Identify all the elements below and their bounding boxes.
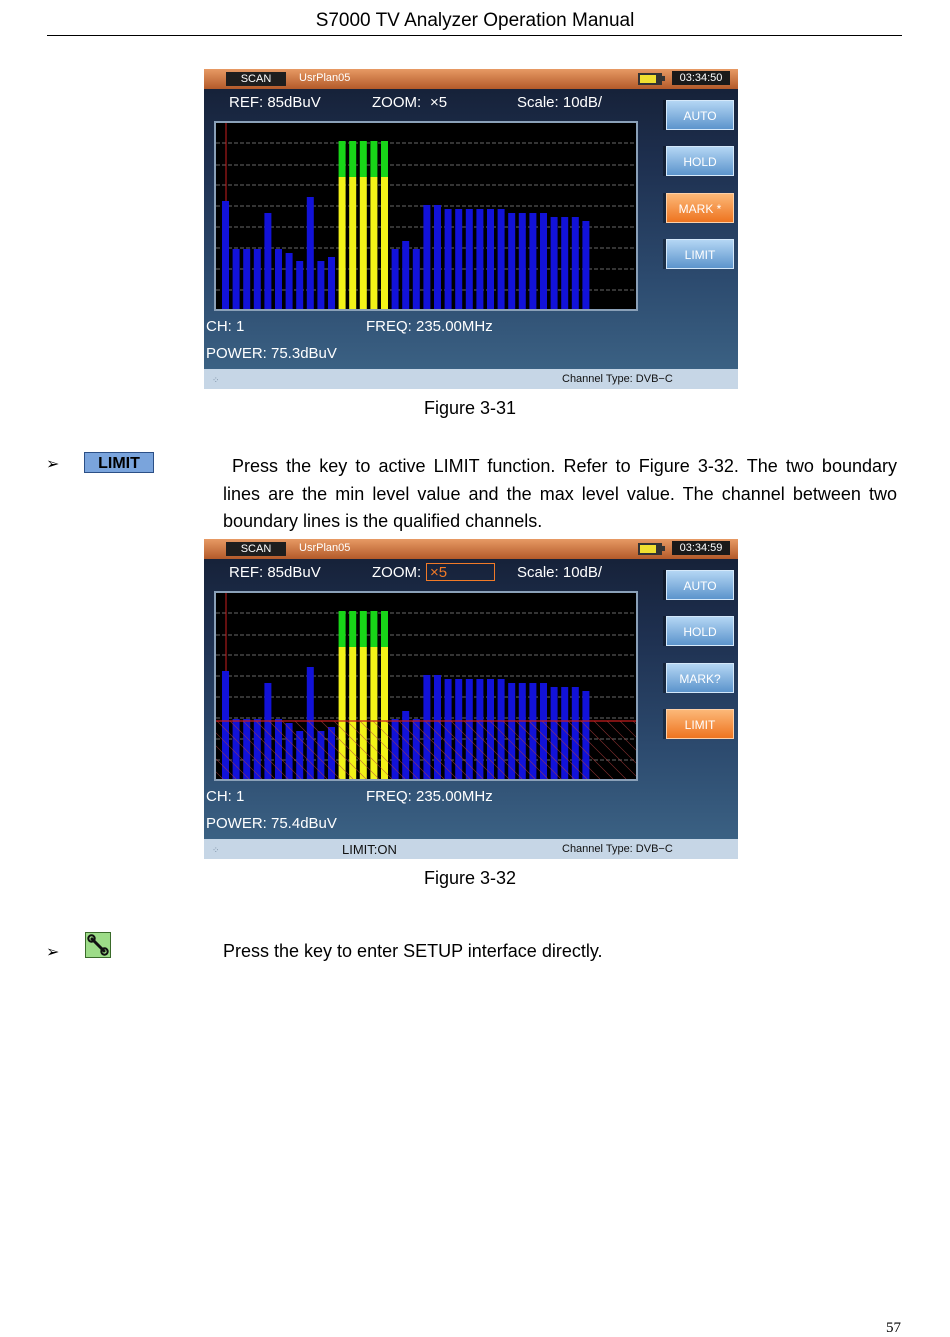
- spectrum-bar-top: [381, 141, 388, 177]
- spectrum-bar: [328, 257, 335, 309]
- limit-hatch: [594, 721, 636, 779]
- wrench-icon: [85, 932, 111, 958]
- spectrum-bar: [381, 177, 388, 309]
- bullet-arrow-icon: ➢: [46, 456, 60, 473]
- spectrum-bar: [519, 213, 526, 309]
- spectrum-bar: [275, 249, 282, 309]
- spectrum-bar: [455, 209, 462, 309]
- channel-type: Channel Type: DVB−C: [562, 373, 673, 385]
- zoom-value: ×5: [430, 94, 448, 111]
- spectrum-bar: [582, 691, 589, 779]
- spectrum-bar: [254, 249, 261, 309]
- ref-level: REF: 85dBuV: [229, 94, 321, 111]
- spectrum-bar-top: [349, 141, 356, 177]
- analyzer-screen-figure-3-32: [204, 539, 738, 859]
- spectrum-bar: [339, 177, 346, 309]
- spectrum-bar: [286, 253, 293, 309]
- clock: 03:34:50: [672, 71, 730, 85]
- spectrum-bar: [381, 647, 388, 779]
- spectrum-bar-top: [370, 141, 377, 177]
- scale: Scale: 10dB/: [517, 564, 603, 581]
- page-header: S7000 TV Analyzer Operation Manual: [315, 10, 635, 31]
- spectrum-bar: [540, 213, 547, 309]
- spectrum-bar: [349, 647, 356, 779]
- limit-hatch: [360, 721, 418, 779]
- scale: Scale: 10dB/: [517, 94, 603, 111]
- limit-hatch: [308, 721, 366, 779]
- power-readout: POWER: 75.4dBuV: [206, 815, 337, 832]
- power-readout: POWER: 75.3dBuV: [206, 345, 337, 362]
- auto-button[interactable]: AUTO: [666, 570, 734, 600]
- spectrum-bar: [360, 177, 367, 309]
- hold-button[interactable]: HOLD: [666, 146, 734, 176]
- spectrum-bar: [233, 249, 240, 309]
- spectrum-bar: [413, 249, 420, 309]
- spectrum-bar: [476, 679, 483, 779]
- spectrum-bar-top: [360, 141, 367, 177]
- spectrum-bar: [572, 217, 579, 309]
- spectrum-bar: [317, 731, 324, 779]
- page-number: 57: [886, 1320, 901, 1336]
- spectrum-bar: [349, 177, 356, 309]
- header-rule: [47, 35, 902, 36]
- zoom-value: ×5: [430, 564, 448, 581]
- spectrum-bar: [233, 719, 240, 779]
- limit-hatch: [620, 721, 636, 779]
- channel-readout: CH: 1: [206, 318, 245, 335]
- spectrum-plot: [214, 121, 638, 311]
- zoom-label: ZOOM:: [372, 564, 422, 581]
- spectrum-bar: [307, 197, 314, 309]
- spectrum-bar-top: [370, 611, 377, 647]
- hold-button[interactable]: HOLD: [666, 616, 734, 646]
- spectrum-bar: [243, 249, 250, 309]
- spectrum-bar-top: [381, 611, 388, 647]
- limit-key-icon: LIMIT: [84, 452, 154, 473]
- limit-description: Press the key to active LIMIT function. Refer to Figure 3-32. The two boundary lines are the min level value and the max level value. The channel between two boundary lines is the qualified channels.: [223, 456, 897, 532]
- screen-status-bar: [204, 839, 738, 859]
- spectrum-bar-top: [360, 611, 367, 647]
- spectrum-bar: [508, 213, 515, 309]
- spectrum-bar: [466, 209, 473, 309]
- spectrum-bar: [370, 647, 377, 779]
- zoom-label: ZOOM:: [372, 94, 422, 111]
- spectrum-bar: [582, 221, 589, 309]
- spectrum-bar-top: [339, 611, 346, 647]
- spectrum-bar: [529, 683, 536, 779]
- spectrum-bar: [551, 217, 558, 309]
- spectrum-bar: [487, 679, 494, 779]
- limit-hatch: [216, 721, 223, 779]
- ref-level: REF: 85dBuV: [229, 564, 321, 581]
- spectrum-bar: [339, 647, 346, 779]
- screen-status-bar: [204, 369, 738, 389]
- spectrum-bar: [296, 261, 303, 309]
- battery-icon: [638, 73, 662, 85]
- spectrum-bar: [243, 719, 250, 779]
- figure-caption: Figure 3-31: [423, 398, 517, 418]
- frequency-readout: FREQ: 235.00MHz: [366, 788, 493, 805]
- spectrum-bar: [445, 209, 452, 309]
- spectrum-bar: [529, 213, 536, 309]
- spectrum-bar: [540, 683, 547, 779]
- spectrum-bar: [423, 205, 430, 309]
- limit-button[interactable]: LIMIT: [666, 709, 734, 739]
- spectrum-bar: [254, 719, 261, 779]
- limit-hatch: [477, 721, 535, 779]
- figure-caption: Figure 3-32: [423, 868, 517, 888]
- mark-button[interactable]: MARK?: [666, 663, 734, 693]
- spectrum-bar: [392, 249, 399, 309]
- battery-tip: [662, 546, 665, 551]
- spectrum-bar: [286, 723, 293, 779]
- spectrum-bar: [296, 731, 303, 779]
- spectrum-bar: [402, 241, 409, 309]
- channel-type: Channel Type: DVB−C: [562, 843, 673, 855]
- limit-hatch: [607, 721, 636, 779]
- spectrum-bar: [487, 209, 494, 309]
- spectrum-bar: [508, 683, 515, 779]
- spectrum-bar: [370, 177, 377, 309]
- spectrum-bar: [434, 675, 441, 779]
- spectrum-bar: [561, 217, 568, 309]
- scan-mode-tag: SCAN: [226, 542, 286, 556]
- plan-name: UsrPlan05: [299, 72, 351, 84]
- spectrum-bar: [264, 213, 271, 309]
- spectrum-bar-top: [349, 611, 356, 647]
- limit-hatch: [633, 721, 636, 779]
- frequency-readout: FREQ: 235.00MHz: [366, 318, 493, 335]
- spectrum-plot: [214, 591, 638, 781]
- mark-button[interactable]: MARK *: [666, 193, 734, 223]
- status-dots-icon: ⁘: [212, 375, 220, 385]
- spectrum-bar: [423, 675, 430, 779]
- spectrum-bar: [222, 671, 229, 779]
- spectrum-bar: [328, 727, 335, 779]
- channel-readout: CH: 1: [206, 788, 245, 805]
- auto-button[interactable]: AUTO: [666, 100, 734, 130]
- spectrum-bar-top: [339, 141, 346, 177]
- analyzer-screen-figure-3-31: [204, 69, 738, 389]
- setup-description: Press the key to enter SETUP interface directly.: [223, 941, 603, 961]
- battery-tip: [662, 76, 665, 81]
- spectrum-bar: [476, 209, 483, 309]
- spectrum-bar: [519, 683, 526, 779]
- limit-hatch: [425, 721, 483, 779]
- spectrum-bar: [360, 647, 367, 779]
- spectrum-bar: [498, 679, 505, 779]
- status-dots-icon: ⁘: [212, 845, 220, 855]
- limit-button[interactable]: LIMIT: [666, 239, 734, 269]
- plan-name: UsrPlan05: [299, 542, 351, 554]
- limit-status: LIMIT:ON: [342, 842, 397, 857]
- clock: 03:34:59: [672, 541, 730, 555]
- spectrum-bar: [264, 683, 271, 779]
- spectrum-bar: [498, 209, 505, 309]
- spectrum-bar: [317, 261, 324, 309]
- spectrum-bar: [434, 205, 441, 309]
- battery-icon: [638, 543, 662, 555]
- bullet-arrow-icon: ➢: [46, 944, 60, 961]
- scan-mode-tag: SCAN: [226, 72, 286, 86]
- spectrum-bar: [222, 201, 229, 309]
